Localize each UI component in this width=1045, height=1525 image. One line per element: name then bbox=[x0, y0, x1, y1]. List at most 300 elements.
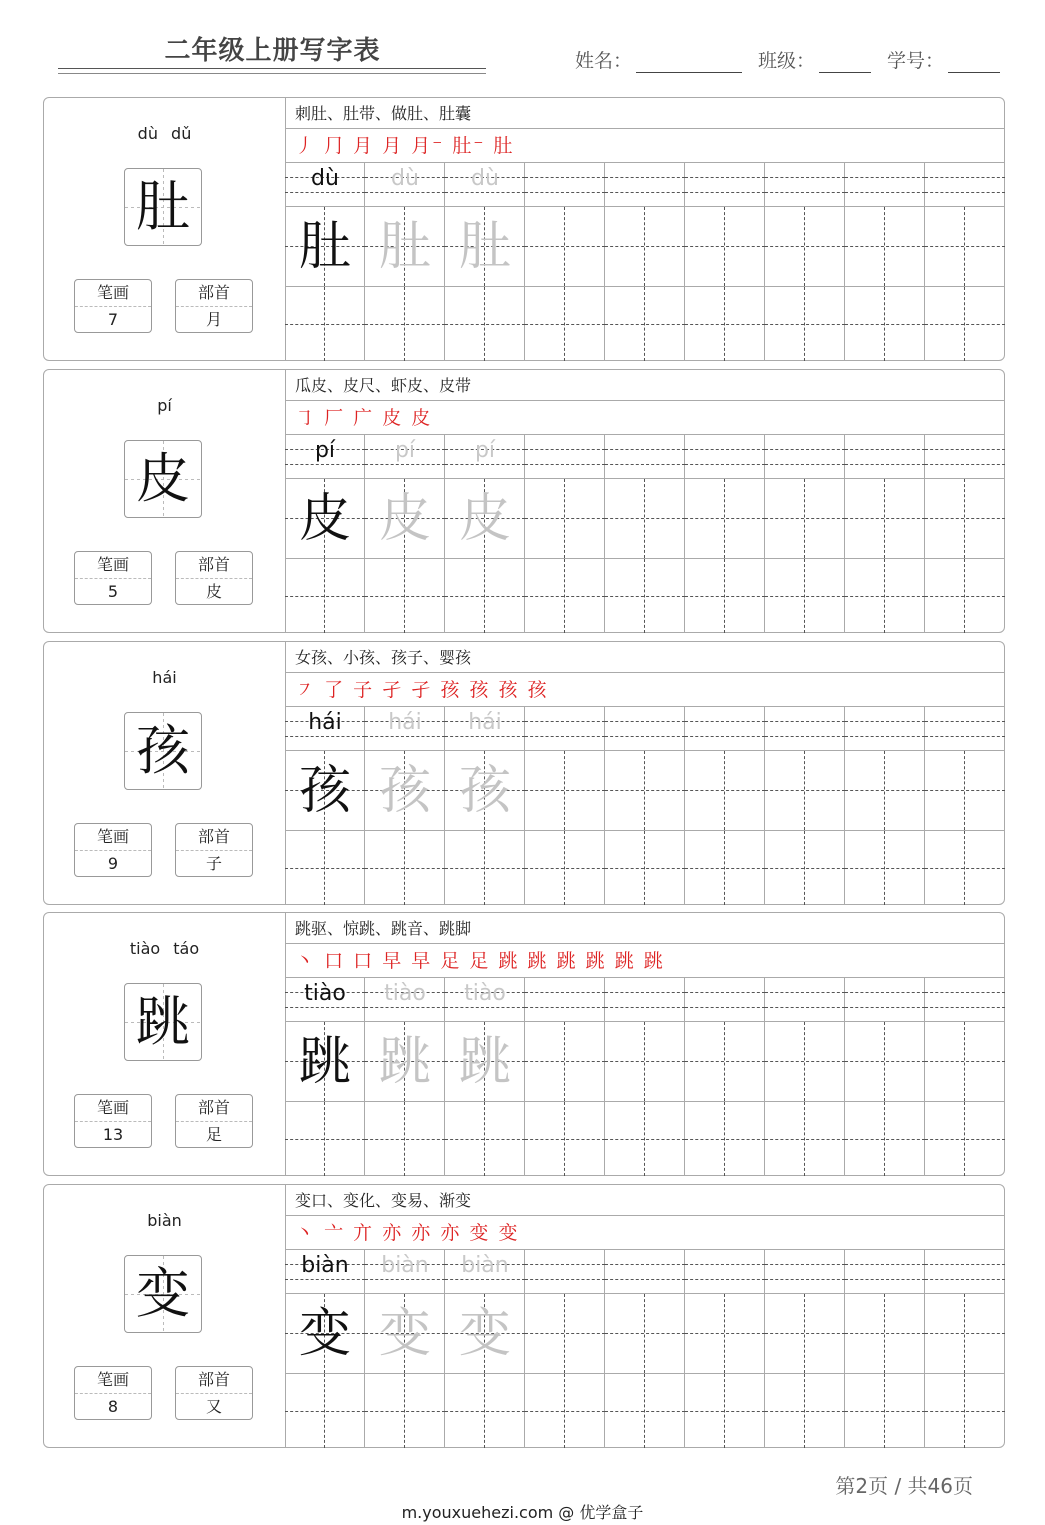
name-input-line[interactable] bbox=[636, 50, 742, 73]
char-writing-cell-extra[interactable] bbox=[285, 287, 365, 361]
pinyin-writing-row[interactable] bbox=[365, 163, 445, 207]
char-writing-cell[interactable] bbox=[765, 207, 845, 287]
char-writing-cell-extra[interactable] bbox=[765, 1102, 845, 1176]
char-writing-cell-extra[interactable] bbox=[365, 1102, 445, 1176]
char-info-panel bbox=[44, 1185, 286, 1447]
pinyin-writing-row[interactable] bbox=[525, 435, 605, 479]
pinyin-writing-row[interactable] bbox=[285, 978, 365, 1022]
char-writing-cell[interactable] bbox=[925, 207, 1005, 287]
char-writing-cell[interactable] bbox=[685, 207, 765, 287]
radical-value: 月 bbox=[205, 310, 222, 329]
char-writing-cell[interactable] bbox=[765, 479, 845, 559]
pinyin-writing-row[interactable] bbox=[925, 707, 1005, 751]
student-id-field[interactable] bbox=[887, 46, 1000, 73]
char-writing-cell[interactable] bbox=[285, 479, 365, 559]
pinyin-writing-row[interactable] bbox=[845, 435, 925, 479]
char-writing-cell-extra[interactable] bbox=[445, 1102, 525, 1176]
class-label: 班级： bbox=[758, 50, 816, 72]
guide-line bbox=[605, 721, 685, 722]
example-words: 瓜皮、皮尺、虾皮、皮带 bbox=[285, 370, 1005, 401]
char-writing-cell-extra[interactable] bbox=[445, 831, 525, 905]
char-writing-cell[interactable] bbox=[285, 207, 365, 287]
practice-pinyin: dù bbox=[311, 166, 339, 191]
char-writing-cell[interactable] bbox=[845, 751, 925, 831]
char-writing-cell[interactable] bbox=[445, 1294, 525, 1374]
char-writing-cell-extra[interactable] bbox=[765, 1374, 845, 1448]
guide-line bbox=[685, 992, 765, 993]
char-writing-cell[interactable] bbox=[605, 1294, 685, 1374]
guide-line bbox=[605, 518, 685, 519]
guide-line bbox=[525, 790, 605, 791]
guide-line bbox=[285, 464, 365, 465]
guide-line bbox=[685, 1411, 765, 1412]
char-writing-cell-extra[interactable] bbox=[445, 1374, 525, 1448]
practice-column[interactable] bbox=[765, 978, 845, 1176]
guide-line bbox=[845, 596, 925, 597]
practice-column[interactable] bbox=[845, 707, 925, 905]
char-writing-cell-extra[interactable] bbox=[925, 1102, 1005, 1176]
stroke-step: 丶 bbox=[295, 950, 317, 972]
guide-line bbox=[605, 1264, 685, 1265]
practice-column[interactable] bbox=[445, 435, 525, 633]
guide-line bbox=[925, 192, 1005, 193]
guide-line bbox=[685, 790, 765, 791]
pinyin-writing-row[interactable] bbox=[685, 978, 765, 1022]
char-writing-cell[interactable] bbox=[445, 207, 525, 287]
practice-column[interactable] bbox=[685, 163, 765, 361]
char-writing-cell-extra[interactable] bbox=[685, 559, 765, 633]
char-writing-cell-extra[interactable] bbox=[365, 287, 445, 361]
practice-column[interactable] bbox=[285, 978, 365, 1176]
guide-line bbox=[525, 1139, 605, 1140]
char-writing-cell-extra[interactable] bbox=[605, 1102, 685, 1176]
stroke-step: 亦 bbox=[382, 1222, 404, 1244]
char-writing-cell[interactable] bbox=[445, 751, 525, 831]
char-writing-cell-extra[interactable] bbox=[605, 287, 685, 361]
char-display: 变 bbox=[136, 1262, 190, 1325]
char-display: 跳 bbox=[136, 990, 190, 1053]
stroke-step: 广 bbox=[353, 407, 375, 429]
practice-column[interactable] bbox=[285, 435, 365, 633]
char-writing-cell[interactable] bbox=[845, 207, 925, 287]
guide-line bbox=[605, 790, 685, 791]
pinyin-writing-row[interactable] bbox=[685, 1250, 765, 1294]
practice-column[interactable] bbox=[685, 707, 765, 905]
guide-line bbox=[685, 1264, 765, 1265]
guide-line bbox=[845, 1139, 925, 1140]
char-writing-cell[interactable] bbox=[765, 1294, 845, 1374]
char-writing-cell[interactable] bbox=[685, 1022, 765, 1102]
stroke-count-label: 笔画 bbox=[75, 552, 151, 579]
guide-line bbox=[605, 1279, 685, 1280]
char-writing-cell[interactable] bbox=[925, 1294, 1005, 1374]
guide-line bbox=[765, 596, 845, 597]
practice-char: 肚 bbox=[298, 217, 351, 277]
radical-value: 又 bbox=[205, 1397, 222, 1416]
practice-column[interactable] bbox=[445, 707, 525, 905]
pinyin-writing-row[interactable] bbox=[765, 435, 845, 479]
pinyin-writing-row[interactable] bbox=[605, 978, 685, 1022]
pinyin-writing-row[interactable] bbox=[445, 978, 525, 1022]
char-writing-cell[interactable] bbox=[365, 751, 445, 831]
guide-line bbox=[605, 1007, 685, 1008]
stroke-order bbox=[285, 944, 1005, 978]
char-writing-cell[interactable] bbox=[685, 479, 765, 559]
guide-line bbox=[765, 1264, 845, 1265]
char-display-box bbox=[124, 1255, 202, 1333]
char-writing-cell[interactable] bbox=[925, 479, 1005, 559]
practice-column[interactable] bbox=[605, 163, 685, 361]
char-writing-cell-extra[interactable] bbox=[765, 831, 845, 905]
practice-column[interactable] bbox=[925, 163, 1005, 361]
char-writing-cell-extra[interactable] bbox=[685, 831, 765, 905]
class-input-line[interactable] bbox=[819, 50, 871, 73]
practice-pinyin: pí bbox=[314, 438, 336, 463]
practice-column[interactable] bbox=[445, 1250, 525, 1448]
char-writing-cell[interactable] bbox=[605, 207, 685, 287]
stroke-step: 亣 bbox=[353, 1222, 375, 1244]
pinyin-writing-row[interactable] bbox=[685, 707, 765, 751]
guide-line bbox=[605, 1061, 685, 1062]
guide-line bbox=[685, 177, 765, 178]
char-writing-cell-extra[interactable] bbox=[925, 831, 1005, 905]
guide-line bbox=[525, 1264, 605, 1265]
char-writing-cell[interactable] bbox=[365, 1294, 445, 1374]
pinyin-writing-row[interactable] bbox=[605, 435, 685, 479]
char-display-box bbox=[124, 440, 202, 518]
stroke-order bbox=[285, 129, 1005, 163]
pinyin-writing-row[interactable] bbox=[365, 707, 445, 751]
char-writing-cell[interactable] bbox=[845, 479, 925, 559]
char-pinyin: pí bbox=[157, 396, 172, 415]
practice-column[interactable] bbox=[845, 978, 925, 1176]
radical-value: 皮 bbox=[205, 582, 222, 601]
practice-column[interactable] bbox=[525, 163, 605, 361]
char-writing-cell-extra[interactable] bbox=[845, 559, 925, 633]
pinyin-writing-row[interactable] bbox=[445, 435, 525, 479]
practice-column[interactable] bbox=[765, 1250, 845, 1448]
guide-line bbox=[925, 1007, 1005, 1008]
stroke-step: 亠 bbox=[324, 1222, 346, 1244]
practice-column[interactable] bbox=[525, 707, 605, 905]
practice-column[interactable] bbox=[605, 435, 685, 633]
pinyin-writing-row[interactable] bbox=[525, 707, 605, 751]
character-card bbox=[43, 1184, 1005, 1448]
guide-line bbox=[925, 596, 1005, 597]
char-writing-cell-extra[interactable] bbox=[845, 287, 925, 361]
practice-column[interactable] bbox=[685, 1250, 765, 1448]
guide-line bbox=[445, 1139, 525, 1140]
pinyin-writing-row[interactable] bbox=[525, 163, 605, 207]
pinyin-writing-row[interactable] bbox=[445, 1250, 525, 1294]
stroke-step: 了 bbox=[324, 679, 346, 701]
stroke-count-box bbox=[74, 823, 152, 877]
char-writing-cell-extra[interactable] bbox=[845, 831, 925, 905]
char-writing-cell-extra[interactable] bbox=[685, 287, 765, 361]
char-writing-cell-extra[interactable] bbox=[525, 831, 605, 905]
char-writing-cell[interactable] bbox=[445, 1022, 525, 1102]
guide-line bbox=[765, 992, 845, 993]
stroke-count-box bbox=[74, 551, 152, 605]
pinyin-writing-row[interactable] bbox=[765, 978, 845, 1022]
practice-column[interactable] bbox=[445, 978, 525, 1176]
stroke-order bbox=[285, 1216, 1005, 1250]
guide-line bbox=[925, 1139, 1005, 1140]
stroke-step: ㇇ bbox=[295, 679, 317, 701]
student-id-input-line[interactable] bbox=[948, 50, 1000, 73]
pinyin-writing-row[interactable] bbox=[845, 1250, 925, 1294]
radical-label: 部首 bbox=[176, 1095, 252, 1122]
practice-column[interactable] bbox=[365, 978, 445, 1176]
pinyin-writing-row[interactable] bbox=[845, 978, 925, 1022]
guide-line bbox=[925, 1061, 1005, 1062]
char-writing-cell-extra[interactable] bbox=[605, 559, 685, 633]
character-card bbox=[43, 369, 1005, 633]
guide-line bbox=[845, 464, 925, 465]
char-writing-cell-extra[interactable] bbox=[285, 1102, 365, 1176]
char-writing-cell[interactable] bbox=[845, 1022, 925, 1102]
practice-char: 变 bbox=[378, 1304, 431, 1364]
char-writing-cell-extra[interactable] bbox=[365, 1374, 445, 1448]
char-writing-cell-extra[interactable] bbox=[445, 287, 525, 361]
guide-line bbox=[765, 790, 845, 791]
practice-pinyin: biàn bbox=[301, 1253, 349, 1278]
char-writing-cell[interactable] bbox=[765, 1022, 845, 1102]
char-writing-cell-extra[interactable] bbox=[845, 1374, 925, 1448]
practice-column[interactable] bbox=[605, 1250, 685, 1448]
practice-column[interactable] bbox=[285, 1250, 365, 1448]
pinyin-writing-row[interactable] bbox=[285, 163, 365, 207]
guide-line bbox=[765, 449, 845, 450]
page-title: 二年级上册写字表 bbox=[164, 36, 381, 66]
pinyin-writing-row[interactable] bbox=[765, 1250, 845, 1294]
pinyin-writing-row[interactable] bbox=[685, 163, 765, 207]
char-writing-cell-extra[interactable] bbox=[525, 1374, 605, 1448]
char-writing-cell-extra[interactable] bbox=[685, 1102, 765, 1176]
char-writing-cell[interactable] bbox=[525, 1294, 605, 1374]
char-writing-cell[interactable] bbox=[925, 751, 1005, 831]
guide-line bbox=[285, 868, 365, 869]
practice-column[interactable] bbox=[845, 435, 925, 633]
pinyin-writing-row[interactable] bbox=[285, 1250, 365, 1294]
guide-line bbox=[765, 1279, 845, 1280]
char-writing-cell-extra[interactable] bbox=[285, 831, 365, 905]
pinyin-writing-row[interactable] bbox=[445, 163, 525, 207]
char-writing-cell[interactable] bbox=[365, 479, 445, 559]
practice-column[interactable] bbox=[685, 435, 765, 633]
practice-panel bbox=[285, 642, 1005, 904]
guide-line bbox=[925, 736, 1005, 737]
stroke-step: 口 bbox=[324, 950, 346, 972]
character-card bbox=[43, 97, 1005, 361]
practice-column[interactable] bbox=[365, 1250, 445, 1448]
char-writing-cell-extra[interactable] bbox=[925, 1374, 1005, 1448]
pinyin-writing-row[interactable] bbox=[685, 435, 765, 479]
char-writing-cell[interactable] bbox=[925, 1022, 1005, 1102]
practice-column[interactable] bbox=[525, 435, 605, 633]
char-display-box bbox=[124, 983, 202, 1061]
stroke-count-label: 笔画 bbox=[75, 1095, 151, 1122]
pinyin-writing-row[interactable] bbox=[365, 435, 445, 479]
pinyin-writing-row[interactable] bbox=[765, 163, 845, 207]
guide-line bbox=[765, 736, 845, 737]
pinyin-writing-row[interactable] bbox=[605, 163, 685, 207]
practice-column[interactable] bbox=[525, 1250, 605, 1448]
radical-label: 部首 bbox=[176, 1367, 252, 1394]
practice-column[interactable] bbox=[845, 163, 925, 361]
char-writing-cell-extra[interactable] bbox=[925, 287, 1005, 361]
guide-line bbox=[845, 1264, 925, 1265]
practice-column[interactable] bbox=[365, 435, 445, 633]
char-writing-cell-extra[interactable] bbox=[525, 287, 605, 361]
pinyin-writing-row[interactable] bbox=[525, 978, 605, 1022]
guide-line bbox=[925, 177, 1005, 178]
pinyin-writing-row[interactable] bbox=[845, 163, 925, 207]
guide-line bbox=[685, 518, 765, 519]
stroke-step: 丿 bbox=[295, 135, 317, 157]
char-pinyin: hái bbox=[152, 668, 177, 687]
stroke-step: 孑 bbox=[411, 679, 433, 701]
practice-column[interactable] bbox=[685, 978, 765, 1176]
pinyin-writing-row[interactable] bbox=[925, 1250, 1005, 1294]
pinyin-writing-row[interactable] bbox=[285, 435, 365, 479]
pinyin-writing-row[interactable] bbox=[285, 707, 365, 751]
practice-char: 孩 bbox=[298, 761, 351, 821]
practice-column[interactable] bbox=[765, 707, 845, 905]
practice-pinyin: tiào bbox=[464, 981, 506, 1006]
char-writing-cell[interactable] bbox=[365, 207, 445, 287]
char-writing-cell-extra[interactable] bbox=[525, 1102, 605, 1176]
pinyin-writing-row[interactable] bbox=[605, 707, 685, 751]
guide-line bbox=[845, 1279, 925, 1280]
pinyin-writing-row[interactable] bbox=[605, 1250, 685, 1294]
char-writing-cell-extra[interactable] bbox=[605, 1374, 685, 1448]
char-writing-cell-extra[interactable] bbox=[525, 559, 605, 633]
practice-grid bbox=[285, 707, 1005, 905]
char-writing-cell[interactable] bbox=[445, 479, 525, 559]
pinyin-writing-row[interactable] bbox=[365, 978, 445, 1022]
guide-line bbox=[445, 596, 525, 597]
practice-char: 皮 bbox=[298, 489, 351, 549]
guide-line bbox=[765, 518, 845, 519]
char-writing-cell[interactable] bbox=[525, 751, 605, 831]
practice-pinyin: tiào bbox=[384, 981, 426, 1006]
char-writing-cell-extra[interactable] bbox=[685, 1374, 765, 1448]
stroke-step: 子 bbox=[353, 679, 375, 701]
pinyin-writing-row[interactable] bbox=[445, 707, 525, 751]
stroke-step: 早 bbox=[382, 950, 404, 972]
guide-line bbox=[445, 868, 525, 869]
class-field[interactable] bbox=[758, 46, 871, 73]
practice-column[interactable] bbox=[845, 1250, 925, 1448]
char-writing-cell-extra[interactable] bbox=[445, 559, 525, 633]
char-writing-cell[interactable] bbox=[605, 751, 685, 831]
stroke-count-label: 笔画 bbox=[75, 1367, 151, 1394]
guide-line bbox=[765, 324, 845, 325]
practice-column[interactable] bbox=[365, 707, 445, 905]
practice-column[interactable] bbox=[445, 163, 525, 361]
practice-column[interactable] bbox=[925, 707, 1005, 905]
guide-line bbox=[605, 868, 685, 869]
practice-pinyin: pí bbox=[394, 438, 416, 463]
char-writing-cell-extra[interactable] bbox=[765, 559, 845, 633]
char-writing-cell-extra[interactable] bbox=[925, 559, 1005, 633]
stroke-step: 足 bbox=[440, 950, 462, 972]
pinyin-writing-row[interactable] bbox=[525, 1250, 605, 1294]
practice-column[interactable] bbox=[285, 707, 365, 905]
char-writing-cell[interactable] bbox=[285, 1022, 365, 1102]
char-writing-cell-extra[interactable] bbox=[285, 1374, 365, 1448]
radical-label: 部首 bbox=[176, 552, 252, 579]
guide-line bbox=[925, 790, 1005, 791]
practice-column[interactable] bbox=[365, 163, 445, 361]
char-writing-cell-extra[interactable] bbox=[365, 559, 445, 633]
char-writing-cell[interactable] bbox=[845, 1294, 925, 1374]
guide-line bbox=[525, 1007, 605, 1008]
guide-line bbox=[605, 464, 685, 465]
practice-column[interactable] bbox=[765, 435, 845, 633]
char-writing-cell-extra[interactable] bbox=[765, 287, 845, 361]
char-writing-cell[interactable] bbox=[525, 479, 605, 559]
char-writing-cell-extra[interactable] bbox=[845, 1102, 925, 1176]
pinyin-writing-row[interactable] bbox=[765, 707, 845, 751]
char-writing-cell[interactable] bbox=[765, 751, 845, 831]
guide-line bbox=[845, 992, 925, 993]
pinyin-writing-row[interactable] bbox=[925, 978, 1005, 1022]
char-writing-cell[interactable] bbox=[525, 207, 605, 287]
radical-box bbox=[175, 1094, 253, 1148]
char-writing-cell[interactable] bbox=[285, 1294, 365, 1374]
guide-line bbox=[765, 464, 845, 465]
title-underline-thin bbox=[58, 73, 486, 74]
char-writing-cell[interactable] bbox=[605, 479, 685, 559]
page-number: 第2页 / 共46页 bbox=[835, 1474, 973, 1498]
char-writing-cell[interactable] bbox=[605, 1022, 685, 1102]
practice-column[interactable] bbox=[925, 1250, 1005, 1448]
char-writing-cell[interactable] bbox=[285, 751, 365, 831]
practice-char: 皮 bbox=[378, 489, 431, 549]
name-field[interactable] bbox=[575, 46, 742, 73]
practice-column[interactable] bbox=[765, 163, 845, 361]
guide-line bbox=[525, 1411, 605, 1412]
stroke-step: 亦 bbox=[440, 1222, 462, 1244]
char-writing-cell-extra[interactable] bbox=[365, 831, 445, 905]
practice-column[interactable] bbox=[525, 978, 605, 1176]
guide-line bbox=[845, 177, 925, 178]
practice-column[interactable] bbox=[925, 435, 1005, 633]
guide-line bbox=[605, 177, 685, 178]
stroke-count-value: 8 bbox=[107, 1397, 119, 1416]
char-writing-cell[interactable] bbox=[685, 1294, 765, 1374]
practice-column[interactable] bbox=[285, 163, 365, 361]
guide-line bbox=[685, 192, 765, 193]
pinyin-writing-row[interactable] bbox=[925, 435, 1005, 479]
char-writing-cell[interactable] bbox=[685, 751, 765, 831]
char-writing-cell[interactable] bbox=[365, 1022, 445, 1102]
char-writing-cell-extra[interactable] bbox=[285, 559, 365, 633]
guide-line bbox=[445, 1279, 525, 1280]
pinyin-writing-row[interactable] bbox=[365, 1250, 445, 1294]
practice-pinyin: pí bbox=[474, 438, 496, 463]
pinyin-writing-row[interactable] bbox=[925, 163, 1005, 207]
practice-grid bbox=[285, 978, 1005, 1176]
practice-column[interactable] bbox=[605, 978, 685, 1176]
char-writing-cell-extra[interactable] bbox=[605, 831, 685, 905]
pinyin-writing-row[interactable] bbox=[845, 707, 925, 751]
char-writing-cell[interactable] bbox=[525, 1022, 605, 1102]
practice-column[interactable] bbox=[605, 707, 685, 905]
practice-column[interactable] bbox=[925, 978, 1005, 1176]
